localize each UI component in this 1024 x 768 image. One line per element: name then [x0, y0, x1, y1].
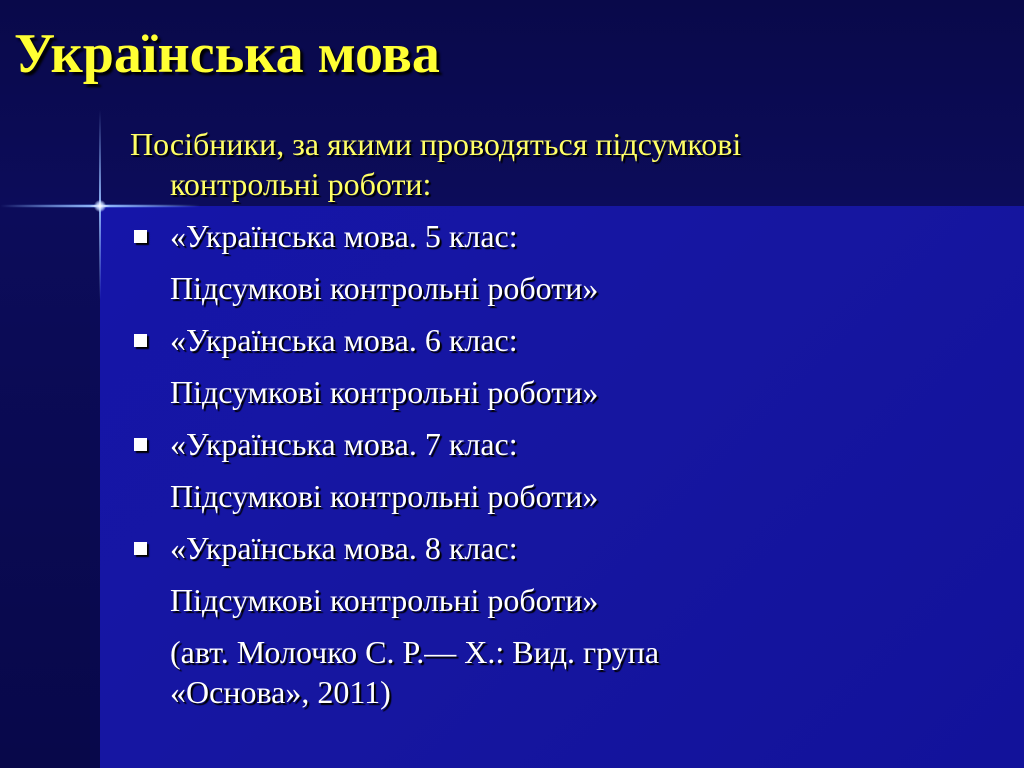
- list-item-line-2: Підсумкові контрольні роботи»: [170, 478, 599, 514]
- square-bullet-icon: [134, 438, 147, 451]
- square-bullet-icon: [134, 542, 147, 555]
- intro-text: [130, 124, 990, 204]
- list-item-line-2: Підсумкові контрольні роботи»: [170, 270, 599, 306]
- publication-note-line-1: (авт. Молочко С. Р.— Х.: Вид. група: [170, 634, 660, 670]
- list-item: [130, 320, 990, 412]
- intro-line-2: контрольні роботи:: [170, 166, 432, 202]
- list-item: [130, 424, 990, 516]
- list-item-line-2: Підсумкові контрольні роботи»: [170, 582, 599, 618]
- square-bullet-icon: [134, 230, 147, 243]
- list-item-line-1: «Українська мова. 5 клас:: [170, 218, 518, 254]
- slide-title: Українська мова: [14, 23, 440, 85]
- list-item-line-1: «Українська мова. 7 клас:: [170, 426, 518, 462]
- publication-note-line-2: «Основа», 2011): [170, 674, 391, 710]
- list-item-line-1: «Українська мова. 6 клас:: [170, 322, 518, 358]
- list-item: [130, 528, 990, 712]
- publication-note: [170, 632, 990, 712]
- list-item-line-2: Підсумкові контрольні роботи»: [170, 374, 599, 410]
- intro-line-1: Посібники, за якими проводяться підсумкові: [130, 126, 742, 162]
- slide-content: [130, 124, 990, 712]
- left-background-band: [0, 206, 100, 768]
- list-item: [130, 216, 990, 308]
- sparkle-star-icon: [94, 200, 106, 212]
- square-bullet-icon: [134, 334, 147, 347]
- list-item-line-1: «Українська мова. 8 клас:: [170, 530, 518, 566]
